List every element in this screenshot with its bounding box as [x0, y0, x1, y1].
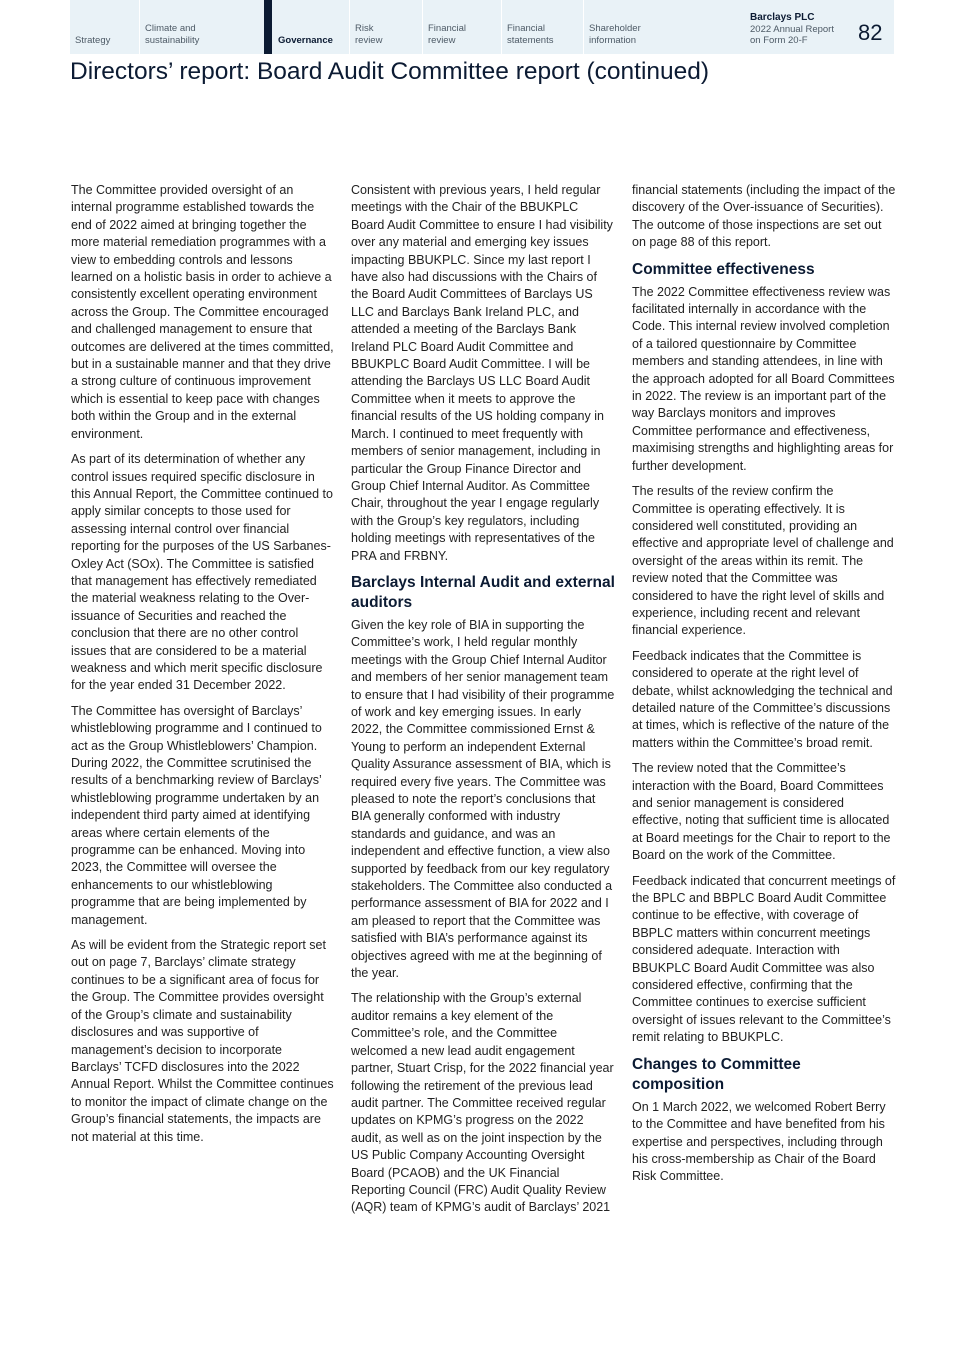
paragraph: Feedback indicated that concurrent meetings of the BPLC and BBPLC Board Audit Committee continue to be effective, with coverage of BBPLC matters within concurrent meetings considered adequate. Interaction with BBUKPLC Board Audit Committee was also considered effective, confirming that the Committee continues to exercise sufficient oversight of issues relevant to the Committee’s remit relating to BBUKPLC. — [632, 873, 896, 1045]
paragraph: The results of the review confirm the Committee is operating effectively. It is considered well constituted, providing an effective and appropriate level of challenge and oversight of the areas within its remit. The review noted that the Committee was considered to have the right level of skills and experience, including recent and relevant financial experience. — [632, 484, 894, 638]
page-title: Directors’ report: Board Audit Committee report (continued) — [70, 58, 710, 85]
paragraph: financial statements (including the impact of the discovery of the Over-issuance of Securities). The outcome of those inspections are set out on page 88 of this report. — [632, 183, 896, 250]
section-heading-committee-composition: Changes to Committee composition — [632, 1055, 801, 1093]
section-heading-committee-effectiveness: Committee effectiveness — [632, 260, 815, 278]
report-title-line2: on Form 20-F — [750, 35, 808, 46]
text-column-2 — [351, 182, 615, 1225]
nav-tab-governance[interactable]: Governance — [264, 0, 349, 54]
paragraph: As part of its determination of whether any control issues required specific disclosure in this Annual Report, the Committee continued to apply similar concepts to those used for assessing internal control over financial reporting for the purposes of the US Sarbanes-Oxley Act (SOx). The Committee is satisfied that management has effectively remediated the material weakness relating to the Over-issuance of Securities and reached the conclusion that there are no other control issues that are considered to be a material weakness and which merit specific disclosure for the year ended 31 December 2022. — [71, 452, 333, 693]
section-heading-internal-audit: Barclays Internal Audit and external auditors — [351, 573, 615, 611]
paragraph: As will be evident from the Strategic report set out on page 7, Barclays’ climate strategy continues to be a significant area of focus for the Group. The Committee provides oversight of the Group’s climate and sustainability disclosures and was supportive of management’s decision to incorporate Barclays’ TCFD disclosures into the 2022 Annual Report. Whilst the Committee continues to monitor the impact of climate change on the Group’s financial statements, the impacts are not material at this time. — [71, 938, 334, 1144]
paragraph: Given the key role of BIA in supporting the Committee’s work, I held regular monthly meetings with the Group Chief Internal Auditor and members of her senior management team to ensure that I had visibility of their programme of work and key emerging issues. In early 2022, the Committee commissioned Ernst & Young to perform an independent External Quality Assurance assessment of BIA, which is required every five years. The Committee was pleased to note the report’s conclusions that BIA generally conformed with industry standards and guidance, and was an independent and effective function, a view also supported by feedback from our key regulatory stakeholders. The Committee also conducted a performance assessment of BIA for 2022 and I am pleased to report that the Committee was satisfied with BIA’s performance against its objectives agreed with me at the beginning of the year. — [351, 617, 615, 981]
brand-name: Barclays PLC — [750, 12, 815, 23]
report-title-line1: 2022 Annual Report — [750, 23, 834, 35]
paragraph: The relationship with the Group’s external auditor remains a key element of the Committee’s role, and the Committee welcomed a new lead audit engagement partner, Stuart Crisp, for the 2022 financial year following the retirement of the previous lead audit partner. The Committee received regular updates on KPMG’s progress on the 2022 audit, as well as on the joint inspection by the US Public Company Accounting Oversight Board (PCAOB) and the UK Financial Reporting Council (FRC) Audit Quality Review (AQR) team of KPMG’s audit of Barclays’ 2021 — [351, 991, 614, 1215]
paragraph: Feedback indicates that the Committee is considered to operate at the right level of debate, whilst acknowledging the technical and detailed nature of the Committee’s discussions at times, which is reflective of the nature of the matters within the Committee’s broad remit. — [632, 648, 893, 750]
text-column-3 — [632, 182, 896, 1194]
paragraph: The review noted that the Committee’s interaction with the Board, Board Committees and senior management is considered effective, noting that sufficient time is allocated at Board meetings for the Chair to report to the Board on the work of the Committee. — [632, 761, 891, 863]
paragraph: The Committee provided oversight of an internal programme established towards the end of 2022 aimed at bringing together the more material remediation programmes with a view to embedding controls and lessons learned on a holistic basis in order to achieve a consistently excellent operating environment across the Group. The Committee encouraged and challenged management to ensure that outcomes are delivered at the times committed, but in a sustainable manner and that they drive a strong culture of continuous improvement which is essential to keep pace with changes both within the Group and in the external environment. — [71, 183, 334, 441]
nav-tab-financial-statements[interactable]: Financial statements — [501, 0, 583, 54]
paragraph: Consistent with previous years, I held regular meetings with the Chair of the BBUKPLC Board Audit Committee to ensure I had visibility over any material and emerging key issues impacting BBUKPLC. Since my last report I have also had discussions with the Chairs of the Board Audit Committees of Barclays US LLC and Barclays Bank Ireland PLC, and attended a meeting of the Barclays Bank Ireland PLC Board Audit Committee and BBUKPLC Board Audit Committee. I will be attending the Barclays US LLC Board Audit Committee when it meets to approve the financial results of the US holding company in March. I continued to meet frequently with members of senior management, including in particular the Group Finance Director and Group Chief Internal Auditor. As Committee Chair, throughout the year I engage regularly with the Group’s key regulators, including holding meetings with representatives of the PRA and FRBNY. — [351, 183, 613, 563]
nav-tab-risk-review[interactable]: Risk review — [349, 0, 422, 54]
nav-tab-climate-and-sustainability[interactable]: Climate and sustainability — [139, 0, 264, 54]
nav-tab-financial-review[interactable]: Financial review — [422, 0, 501, 54]
text-column-1 — [71, 182, 335, 1154]
nav-tab-shareholder-information[interactable]: Shareholder information — [583, 0, 673, 54]
paragraph: The Committee has oversight of Barclays’ whistleblowing programme and I continued to act as the Group Whistleblowers’ Champion. During 2022, the Committee scrutinised the results of a benchmarking review of Barclays’ whistleblowing programme undertaken by an independent third party aimed at identifying areas where certain elements of the programme can be enhanced. Moving into 2023, the Committee will oversee the enhancements to our whistleblowing programme that are being implemented by management. — [71, 703, 322, 927]
nav-tab-strategy[interactable]: Strategy — [75, 35, 111, 46]
paragraph: On 1 March 2022, we welcomed Robert Berry to the Committee and have benefited from his expertise and perspectives, including through his cross-membership as Chair of the Board Risk Committee. — [632, 1099, 886, 1184]
report-identity — [750, 0, 894, 54]
section-navigation — [70, 0, 894, 54]
paragraph: The 2022 Committee effectiveness review was facilitated internally in accordance with the Code. This internal review involved completion of a tailored questionnaire by Committee members and standing attendees, in line with the approach adopted for all Board Committees in 2022. The review is an important part of the way Barclays monitors and improves Committee performance and effectiveness, maximising strengths and highlighting areas for further development. — [632, 284, 895, 473]
page-number: 82 — [858, 20, 883, 45]
